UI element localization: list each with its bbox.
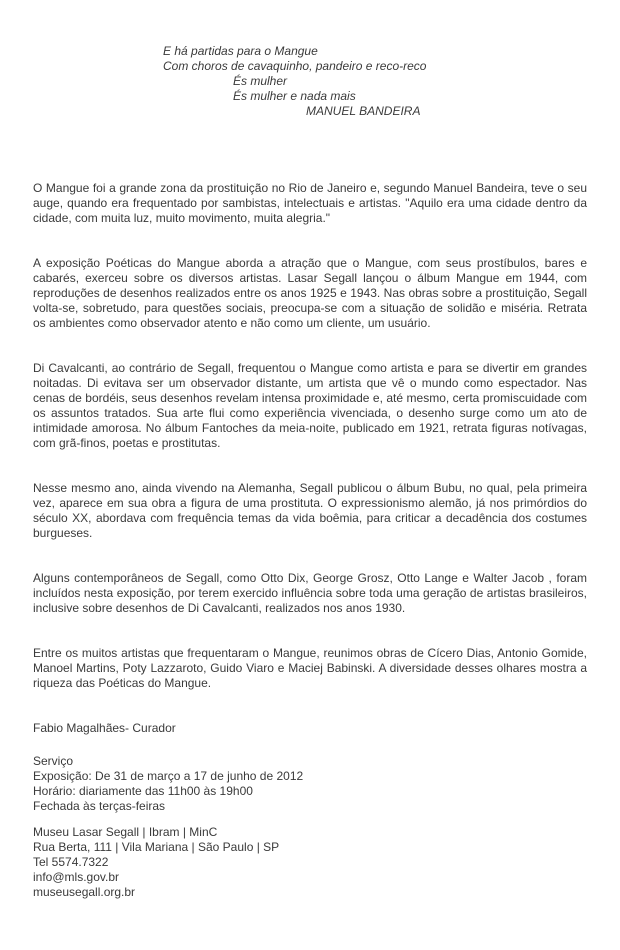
museum-phone: Tel 5574.7322 [33,855,109,869]
contact-block [33,825,587,900]
museum-name: Museu Lasar Segall | Ibram | MinC [33,825,218,839]
paragraph: O Mangue foi a grande zona da prostituição no Rio de Janeiro e, segundo Manuel Bandeira, teve o seu auge, quando era frequentado por sambistas, intelectuais e artistas. "Aquilo era uma cidade dentro da cidade, com muita luz, muito movimento, muita alegria." [33,181,587,225]
poem-line: És mulher e nada mais [233,89,356,103]
article-body [33,181,587,911]
curator-signature: Fabio Magalhães- Curador [33,721,176,735]
paragraph: A exposição Poéticas do Mangue aborda a atração que o Mangue, com seus prostíbulos, bares e cabarés, exerceu sobre os diversos artistas. Lasar Segall lançou o álbum Mangue em 1944, com reproduções de desenhos realizados entre os anos 1925 e 1943. Nas obras sobre a prostituição, Segall volta-se, sobretudo, para questões sociais, preocupa-se com a situação de solidão e miséria. Retrata os ambientes como observador atento e não como um cliente, um usuário. [33,256,587,330]
closed-days: Fechada às terças-feiras [33,799,166,813]
info-section [33,754,587,900]
paragraph: Nesse mesmo ano, ainda vivendo na Alemanha, Segall publicou o álbum Bubu, no qual, pela primeira vez, aparece em sua obra a figura de uma prostituta. O expressionismo alemão, já nos primórdios do século XX, abordava com frequência temas da vida boêmia, para criticar a decadência dos costumes burgueses. [33,481,587,540]
museum-address: Rua Berta, 111 | Vila Mariana | São Paulo | SP [33,840,280,854]
epigraph-poem [0,44,620,119]
paragraph: Entre os muitos artistas que frequentaram o Mangue, reunimos obras de Cícero Dias, Antonio Gomide, Manoel Martins, Poty Lazzaroto, Guido Viaro e Maciej Babinski. A diversidade desses olhares mostra a riqueza das Poéticas do Mangue. [33,646,587,690]
paragraph: Di Cavalcanti, ao contrário de Segall, frequentou o Mangue como artista e para se divertir em grandes noitadas. Di evitava ser um observador distante, um artista que vê o mundo como espectador. Nas cenas de bordéis, seus desenhos revelam intensa proximidade e, até mesmo, certa promiscuidade com os assuntos tratados. Sua arte flui como experiência vivenciada, o desenho surge como um ato de intimidade amorosa. No álbum Fantoches da meia-noite, publicado em 1921, retrata figuras notívagas, com grã-finos, poetas e prostitutas. [33,361,587,450]
museum-email[interactable]: info@mls.gov.br [33,870,119,884]
poem-author: MANUEL BANDEIRA [306,104,421,118]
poem-line: Com choros de cavaquinho, pandeiro e reco-reco [163,59,427,73]
poem-line: E há partidas para o Mangue [163,44,318,58]
opening-hours: Horário: diariamente das 11h00 às 19h00 [33,784,253,798]
service-heading: Serviço [33,754,74,768]
exhibition-dates: Exposição: De 31 de março a 17 de junho de 2012 [33,769,304,783]
poem-line: És mulher [233,74,288,88]
paragraph: Alguns contemporâneos de Segall, como Otto Dix, George Grosz, Otto Lange e Walter Jacob , foram incluídos nesta exposição, por terem exercido influência sobre toda uma geração de artistas brasileiros, inclusive sobre desenhos de Di Cavalcanti, realizados nos anos 1930. [33,571,587,615]
museum-website[interactable]: museusegall.org.br [33,885,136,899]
service-block [33,754,587,814]
